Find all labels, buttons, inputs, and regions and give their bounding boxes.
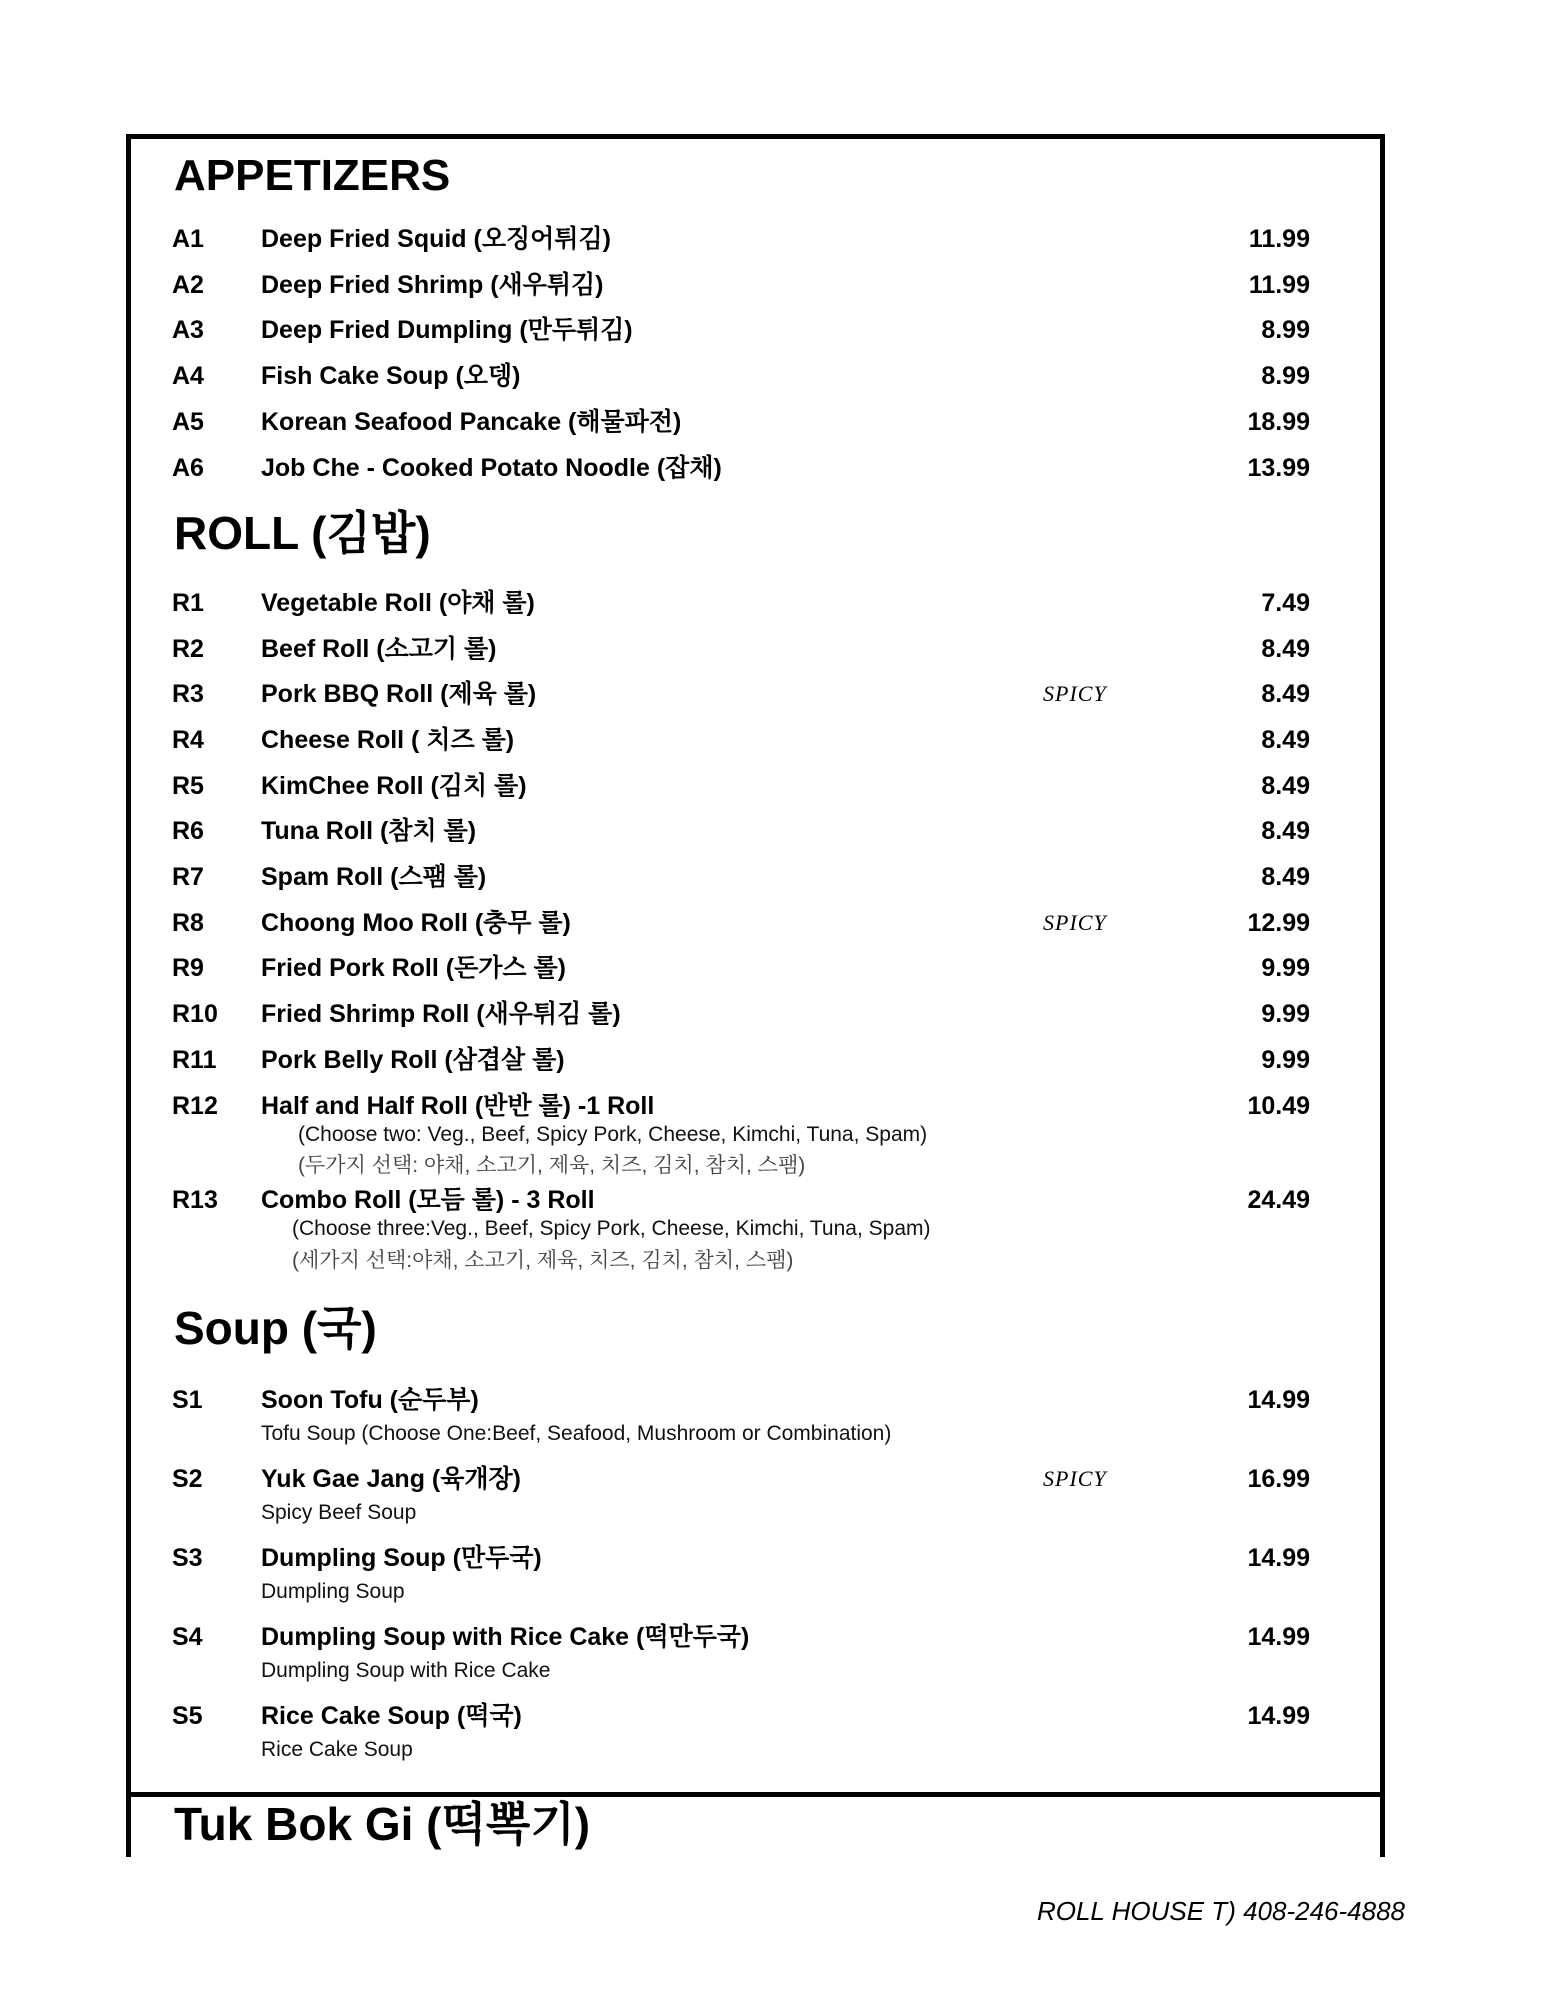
item-name: Deep Fried Shrimp (새우튀김): [261, 271, 604, 299]
item-code: A4: [172, 362, 204, 390]
menu-item: [0, 906, 1545, 940]
item-code: R1: [172, 589, 204, 617]
menu-item: [0, 814, 1545, 848]
item-price: 7.49: [1261, 589, 1310, 617]
item-name: Korean Seafood Pancake (해물파전): [261, 408, 682, 436]
item-code: R4: [172, 726, 204, 754]
item-name: Deep Fried Dumpling (만두튀김): [261, 316, 633, 344]
menu-item: [0, 1699, 1545, 1733]
menu-item: [0, 222, 1545, 256]
item-price: 14.99: [1247, 1623, 1310, 1651]
item-name: Soon Tofu (순두부): [261, 1386, 479, 1414]
item-name: Spam Roll (스팸 롤): [261, 863, 487, 891]
item-price: 13.99: [1247, 454, 1310, 482]
item-name: Vegetable Roll (야채 롤): [261, 589, 535, 617]
item-code: R3: [172, 680, 204, 708]
menu-item: [0, 723, 1545, 757]
spicy-label: SPICY: [1043, 1466, 1107, 1491]
item-price: 8.99: [1261, 362, 1310, 390]
menu-item: [0, 268, 1545, 302]
item-price: 8.49: [1261, 680, 1310, 708]
item-code: S3: [172, 1544, 203, 1572]
item-code: S1: [172, 1386, 203, 1414]
item-name: Beef Roll (소고기 롤): [261, 635, 497, 663]
item-description: Dumpling Soup: [261, 1580, 405, 1603]
item-price: 14.99: [1247, 1386, 1310, 1414]
item-price: 8.49: [1261, 772, 1310, 800]
item-price: 18.99: [1247, 408, 1310, 436]
item-code: R7: [172, 863, 204, 891]
item-code: S2: [172, 1465, 203, 1493]
item-price: 9.99: [1261, 1000, 1310, 1028]
item-code: R8: [172, 909, 204, 937]
menu-item: [0, 677, 1545, 711]
item-price: 9.99: [1261, 1046, 1310, 1074]
menu-item: [0, 1541, 1545, 1575]
menu-item: [0, 860, 1545, 894]
menu-item: [0, 1462, 1545, 1496]
item-code: R5: [172, 772, 204, 800]
section-title-tukbokgi: Tuk Bok Gi (떡뽁기): [174, 1798, 591, 1850]
item-price: 9.99: [1261, 954, 1310, 982]
section-title-soup: Soup (국): [174, 1302, 377, 1354]
item-price: 8.99: [1261, 316, 1310, 344]
menu-item: [0, 405, 1545, 439]
item-description: Rice Cake Soup: [261, 1738, 413, 1761]
item-description: Dumpling Soup with Rice Cake: [261, 1659, 551, 1682]
item-name: Job Che - Cooked Potato Noodle (잡채): [261, 454, 722, 482]
item-code: R11: [172, 1046, 217, 1074]
item-price: 8.49: [1261, 635, 1310, 663]
item-name: Half and Half Roll (반반 롤) -1 Roll: [261, 1092, 655, 1120]
item-name: Dumpling Soup with Rice Cake (떡만두국): [261, 1623, 750, 1651]
menu-item: [0, 1620, 1545, 1654]
item-name: Fish Cake Soup (오뎅): [261, 362, 521, 390]
item-code: A3: [172, 316, 204, 344]
menu-item: [0, 1043, 1545, 1077]
item-code: R10: [172, 1000, 218, 1028]
menu-item: [0, 1183, 1545, 1217]
item-note-korean: (두가지 선택: 야채, 소고기, 제육, 치즈, 김치, 참치, 스팸): [298, 1154, 806, 1177]
item-name: Deep Fried Squid (오징어튀김): [261, 225, 611, 253]
item-price: 8.49: [1261, 817, 1310, 845]
item-note: (Choose three:Veg., Beef, Spicy Pork, Cheese, Kimchi, Tuna, Spam): [292, 1217, 931, 1240]
section-title-roll: ROLL (김밥): [174, 507, 431, 559]
item-code: A5: [172, 408, 204, 436]
menu-item: [0, 359, 1545, 393]
menu-item: [0, 451, 1545, 485]
item-name: Cheese Roll ( 치즈 롤): [261, 726, 515, 754]
item-name: Tuna Roll (참치 롤): [261, 817, 477, 845]
menu-item: [0, 313, 1545, 347]
item-name: KimChee Roll (김치 롤): [261, 772, 527, 800]
menu-item: [0, 997, 1545, 1031]
item-name: Fried Shrimp Roll (새우튀김 롤): [261, 1000, 621, 1028]
item-code: A2: [172, 271, 204, 299]
menu-item: [0, 632, 1545, 666]
spicy-label: SPICY: [1043, 910, 1107, 935]
item-description: Tofu Soup (Choose One:Beef, Seafood, Mushroom or Combination): [261, 1422, 892, 1445]
item-price: 8.49: [1261, 863, 1310, 891]
item-code: S5: [172, 1702, 203, 1730]
item-price: 14.99: [1247, 1544, 1310, 1572]
item-price: 24.49: [1247, 1186, 1310, 1214]
menu-item: [0, 769, 1545, 803]
item-code: R2: [172, 635, 204, 663]
item-name: Pork Belly Roll (삼겹살 롤): [261, 1046, 565, 1074]
item-code: R13: [172, 1186, 218, 1214]
item-note-korean: (세가지 선택:야채, 소고기, 제육, 치즈, 김치, 참치, 스팸): [292, 1249, 794, 1272]
item-price: 16.99: [1247, 1465, 1310, 1493]
item-description: Spicy Beef Soup: [261, 1501, 417, 1524]
item-code: R12: [172, 1092, 218, 1120]
item-code: A1: [172, 225, 204, 253]
item-code: R6: [172, 817, 204, 845]
item-name: Yuk Gae Jang (육개장): [261, 1465, 522, 1493]
item-price: 11.99: [1248, 271, 1310, 299]
menu-item: [0, 951, 1545, 985]
item-price: 14.99: [1247, 1702, 1310, 1730]
item-name: Pork BBQ Roll (제육 롤): [261, 680, 537, 708]
item-name: Combo Roll (모듬 롤) - 3 Roll: [261, 1186, 595, 1214]
item-price: 12.99: [1247, 909, 1310, 937]
item-name: Rice Cake Soup (떡국): [261, 1702, 522, 1730]
spicy-label: SPICY: [1043, 681, 1107, 706]
menu-item: [0, 586, 1545, 620]
menu-item: [0, 1383, 1545, 1417]
item-price: 11.99: [1248, 225, 1310, 253]
menu-item: [0, 1089, 1545, 1123]
item-name: Dumpling Soup (만두국): [261, 1544, 542, 1572]
item-code: A6: [172, 454, 204, 482]
item-note: (Choose two: Veg., Beef, Spicy Pork, Cheese, Kimchi, Tuna, Spam): [298, 1123, 928, 1146]
item-name: Choong Moo Roll (충무 롤): [261, 909, 571, 937]
item-price: 8.49: [1261, 726, 1310, 754]
item-code: R9: [172, 954, 204, 982]
footer-contact: ROLL HOUSE T) 408-246-4888: [1036, 1896, 1405, 1926]
section-title-appetizers: APPETIZERS: [174, 151, 451, 200]
item-code: S4: [172, 1623, 203, 1651]
item-name: Fried Pork Roll (돈가스 롤): [261, 954, 566, 982]
item-price: 10.49: [1247, 1092, 1310, 1120]
